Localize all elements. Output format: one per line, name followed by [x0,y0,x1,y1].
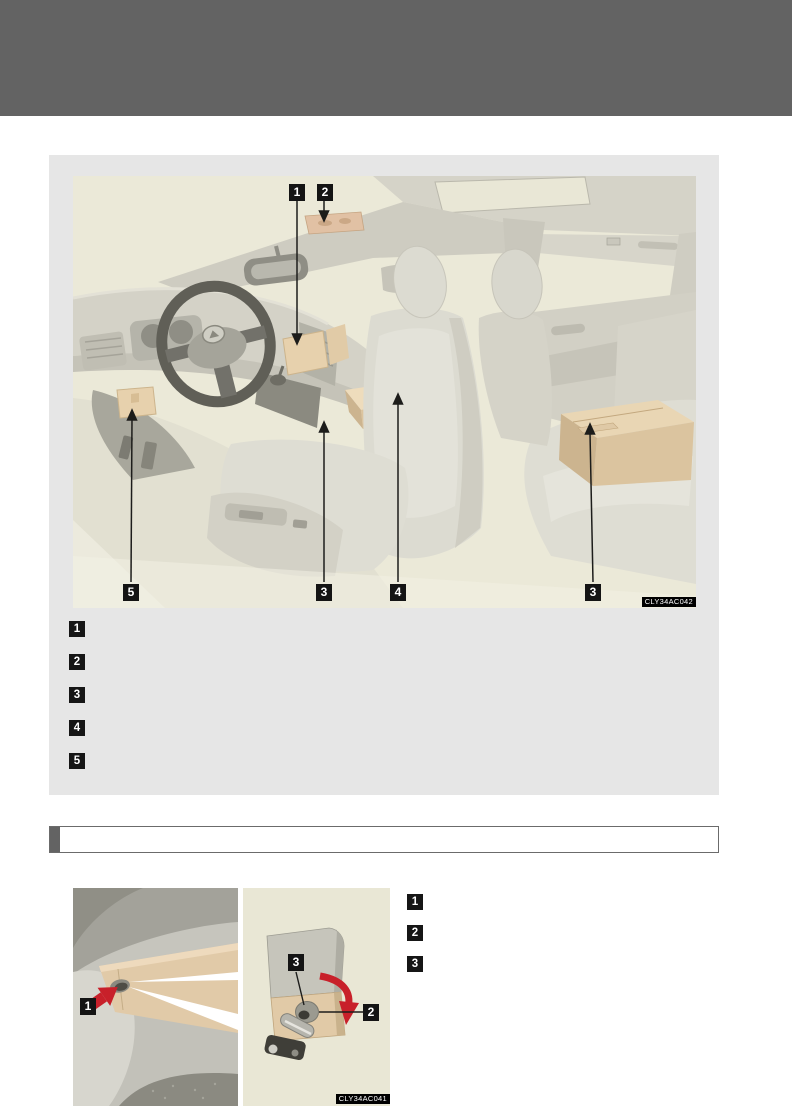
overhead-console-highlight [305,212,364,234]
legend-number-badge: 2 [69,654,85,670]
door-pocket-illustration [73,888,390,1106]
legend-item [69,753,93,769]
legend-item [69,687,93,703]
callout-1-badge: 1 [289,184,305,201]
legend-number-badge: 5 [69,753,85,769]
legend-number-badge: 3 [407,956,423,972]
legend-item [69,621,93,637]
legend-item [407,894,431,910]
detail-callout-2-badge: 2 [363,1004,379,1021]
panel-gap [238,888,243,1106]
legend-item [407,925,431,941]
detail-legend [407,894,431,987]
section-bar-edge [50,827,60,852]
legend-number-badge: 1 [69,621,85,637]
callout-3-rear-badge: 3 [585,584,601,601]
legend-number-badge: 2 [407,925,423,941]
detail-callout-3-badge: 3 [288,954,304,971]
legend-number-badge: 1 [407,894,423,910]
legend-number-badge: 3 [69,687,85,703]
door-pocket-overview-panel [73,888,238,1106]
detail-image-code-label: CLY34AC041 [336,1094,390,1104]
callout-4-badge: 4 [390,584,406,601]
detail-callout-1-badge: 1 [80,998,96,1015]
main-legend [69,621,93,786]
header-band [0,0,792,116]
latch-detail-panel [243,888,390,1106]
callout-5-badge: 5 [123,584,139,601]
car-interior-drawing [73,176,696,608]
coin-box-highlight [117,387,156,418]
callout-3-console-badge: 3 [316,584,332,601]
door-pocket-drawing [73,888,390,1106]
car-interior-illustration [73,176,696,608]
legend-item [69,720,93,736]
callout-2-badge: 2 [317,184,333,201]
image-code-label: CLY34AC042 [642,597,696,607]
main-figure-panel [49,155,719,795]
section-header-bar [49,826,719,853]
legend-item [407,956,431,972]
legend-number-badge: 4 [69,720,85,736]
rear-armrest-box-highlight [559,400,694,486]
legend-item [69,654,93,670]
